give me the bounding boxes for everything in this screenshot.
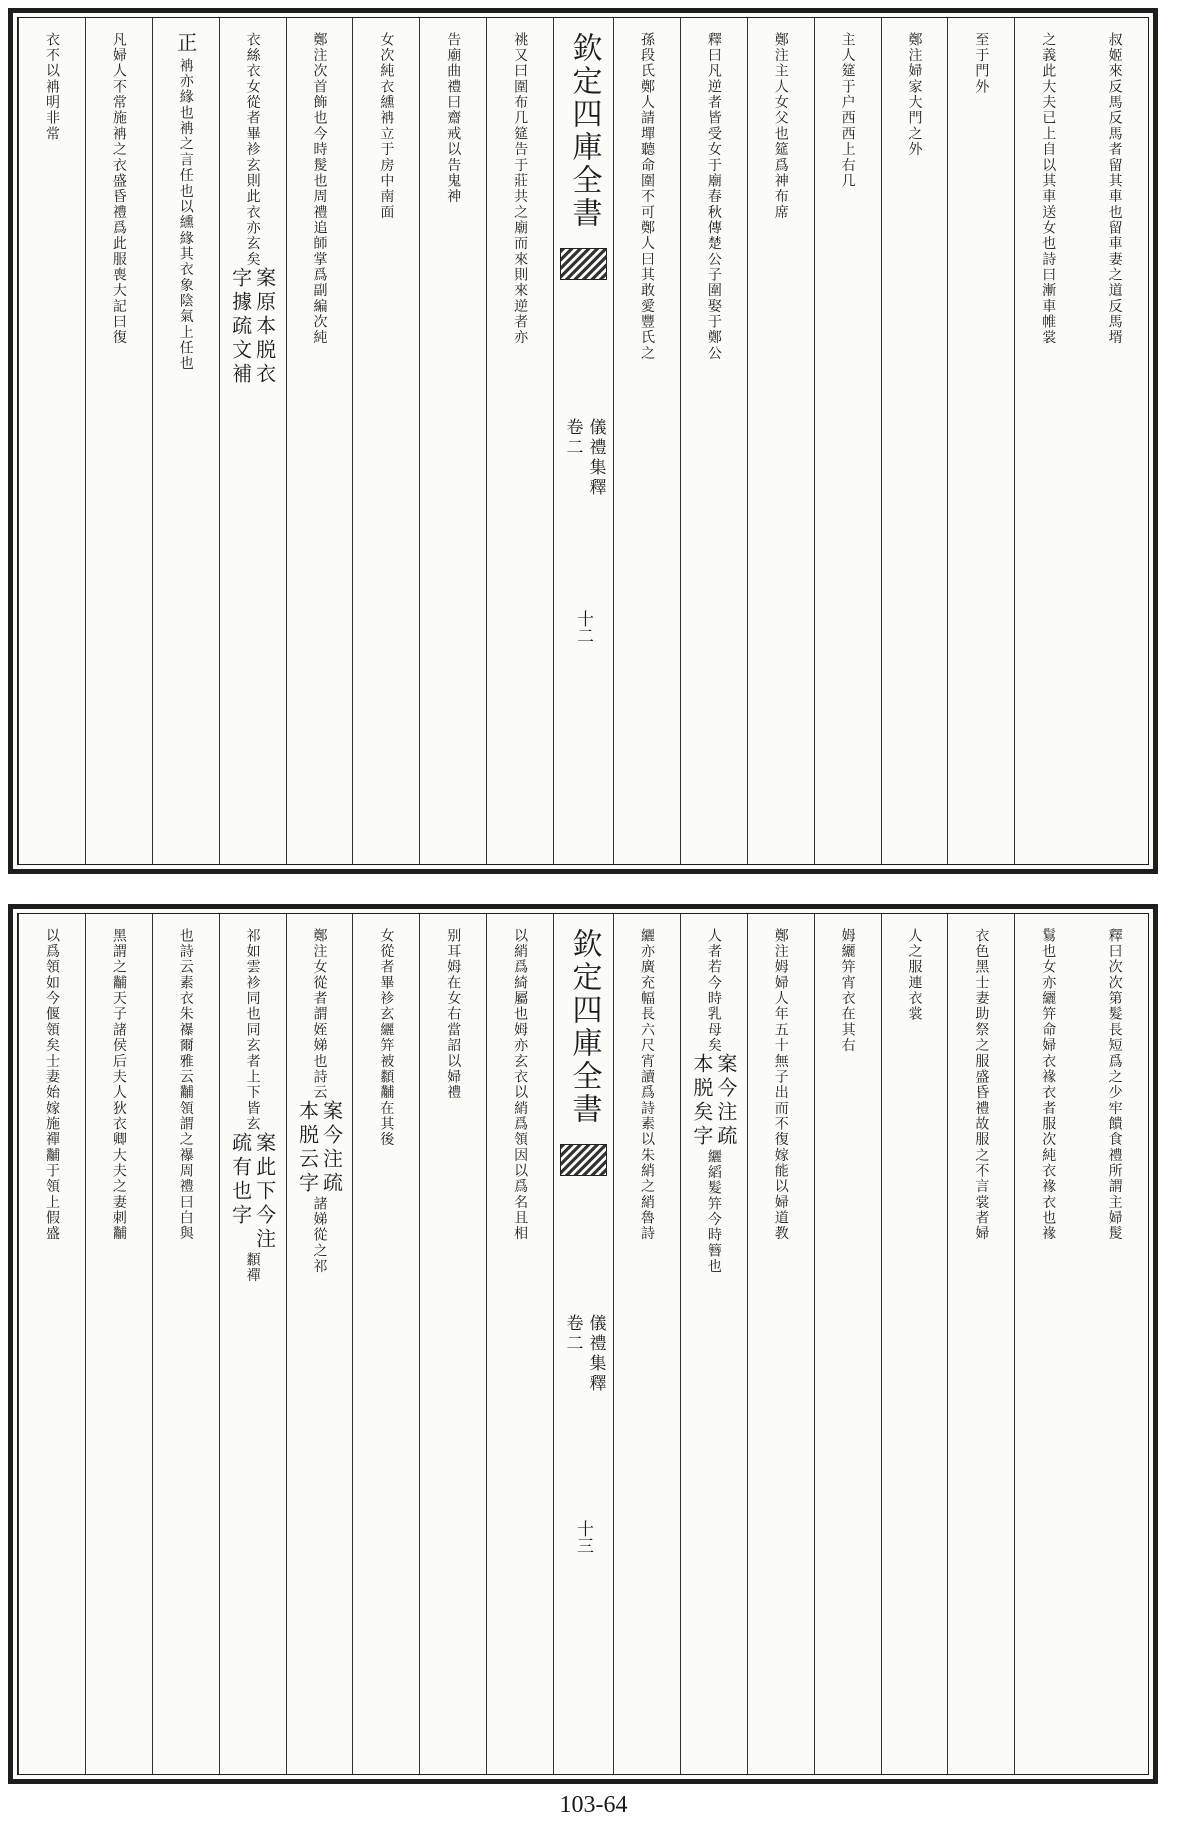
column-text-continued: 諸娣從之祁 xyxy=(311,1196,328,1275)
bottom-text-column xyxy=(419,914,486,1774)
column-content xyxy=(487,928,553,1764)
column-content xyxy=(948,32,1014,854)
column-text: 鄭注主人女父也筵爲神布席 xyxy=(772,32,789,221)
fish-tail-ornament xyxy=(560,1144,607,1176)
fish-tail-ornament xyxy=(560,248,607,280)
column-text: 釋曰次次第髮長短爲之少牢饋食禮所謂主婦髲 xyxy=(1106,928,1123,1242)
column-content xyxy=(681,32,747,854)
column-content xyxy=(353,32,419,854)
book-title: 欽定四庫全書 xyxy=(566,32,602,230)
column-text: 鄭注女從者謂姪娣也詩云 xyxy=(311,928,328,1101)
column-content xyxy=(614,928,680,1764)
correction-mark: 正 xyxy=(173,32,198,58)
column-content xyxy=(1081,928,1148,1764)
chapter-title: 儀禮集釋 xyxy=(585,1314,606,1394)
column-content xyxy=(815,928,881,1764)
bottom-text-column xyxy=(486,914,553,1774)
column-text: 鄭注婦家大門之外 xyxy=(906,32,923,158)
top-text-column xyxy=(1014,18,1081,864)
column-text: 至于門外 xyxy=(973,32,990,95)
column-text: 叔姬來反馬反馬者留其車也留車妻之道反馬壻 xyxy=(1106,32,1123,346)
column-content xyxy=(19,32,85,854)
column-text: 告廟曲禮曰齋戒以告鬼神 xyxy=(445,32,462,205)
note-line: 案今注疏 xyxy=(319,1100,344,1197)
column-text: 人之服連衣裳 xyxy=(906,928,923,1023)
bottom-text-column xyxy=(18,914,85,1774)
column-text: 祧又曰圍布几筵告于莊共之廟而來則來逆者亦 xyxy=(512,32,529,346)
column-text: 主人筵于户西西上右几 xyxy=(839,32,856,189)
top-text-column xyxy=(486,18,553,864)
interlinear-note xyxy=(295,1100,344,1197)
column-text: 也詩云素衣朱襮爾雅云黼領謂之襮周禮曰白與 xyxy=(177,928,194,1242)
top-text-column xyxy=(152,18,219,864)
column-text: 鄭注姆婦人年五十無子出而不復嫁能以婦道教 xyxy=(772,928,789,1242)
chapter-title: 儀禮集釋 xyxy=(585,418,606,498)
chapter-volume: 卷二 xyxy=(562,418,583,458)
column-content xyxy=(220,32,286,854)
top-text-column xyxy=(747,18,814,864)
note-line: 本脱云字 xyxy=(295,1100,320,1197)
top-text-column xyxy=(419,18,486,864)
top-text-column xyxy=(18,18,85,864)
column-text: 之義此大夫已上自以其車送女也詩曰漸車帷裳 xyxy=(1040,32,1057,346)
note-line: 本脱矣字 xyxy=(689,1053,714,1150)
column-content xyxy=(681,928,747,1764)
bottom-text-column xyxy=(286,914,353,1774)
bottom-text-column xyxy=(747,914,814,1774)
column-content xyxy=(420,928,486,1764)
top-gutter xyxy=(553,18,613,864)
column-text-continued: 纇禪 xyxy=(244,1251,261,1284)
column-text: 女次純衣纁袡立于房中南面 xyxy=(378,32,395,221)
column-text: 衣不以袡明非常 xyxy=(43,32,60,142)
column-text: 黑謂之黼天子諸侯后夫人狄衣卿大夫之妻刺黼 xyxy=(110,928,127,1242)
top-text-column xyxy=(881,18,948,864)
column-content xyxy=(748,928,814,1764)
bottom-text-column xyxy=(1014,914,1081,1774)
column-content xyxy=(153,928,219,1764)
bottom-text-column xyxy=(352,914,419,1774)
note-line: 案今注疏 xyxy=(713,1053,738,1150)
top-text-column xyxy=(613,18,680,864)
column-content xyxy=(287,928,353,1764)
column-text: 凡婦人不常施袡之衣盛昏禮爲此服喪大記曰復 xyxy=(110,32,127,346)
bottom-text-column xyxy=(881,914,948,1774)
note-line: 案原本脱衣 xyxy=(252,267,277,388)
chapter-title xyxy=(564,1314,604,1394)
top-text-column xyxy=(352,18,419,864)
column-content xyxy=(420,32,486,854)
bottom-page xyxy=(8,904,1158,1784)
top-text-column xyxy=(85,18,152,864)
bottom-text-column xyxy=(1081,914,1148,1774)
bottom-gutter xyxy=(553,914,613,1774)
column-content xyxy=(948,928,1014,1764)
bottom-text-column xyxy=(85,914,152,1774)
column-content xyxy=(86,928,152,1764)
interlinear-note xyxy=(228,267,277,388)
column-content xyxy=(882,32,948,854)
column-text: 以綃爲綺屬也姆亦玄衣以綃爲領因以爲名且相 xyxy=(512,928,529,1242)
top-text-column xyxy=(680,18,747,864)
column-content xyxy=(86,32,152,854)
column-content xyxy=(220,928,286,1764)
top-text-column xyxy=(947,18,1014,864)
note-line: 疏有也字 xyxy=(228,1131,253,1228)
column-text: 鄭注次首飾也今時髲也周禮追師掌爲副編次純 xyxy=(311,32,328,346)
top-text-column xyxy=(814,18,881,864)
top-text-column xyxy=(286,18,353,864)
column-text: 女從者畢袗玄纚笄被纇黼在其後 xyxy=(378,928,395,1148)
interlinear-note xyxy=(228,1131,277,1252)
column-text: 鬄也女亦纚笄命婦衣褖衣者服次純衣褖衣也褖 xyxy=(1040,928,1057,1242)
top-text-column xyxy=(1081,18,1148,864)
column-content xyxy=(1015,928,1081,1764)
column-content xyxy=(815,32,881,854)
column-text: 人者若今時乳母矣 xyxy=(705,928,722,1054)
column-content xyxy=(748,32,814,854)
column-text: 袡亦緣也袡之言任也以纁緣其衣象陰氣上任也 xyxy=(177,58,194,372)
column-text: 纚亦廣充幅長六尺宵讀爲詩素以朱綃之綃魯詩 xyxy=(638,928,655,1242)
bottom-page-frame xyxy=(17,913,1149,1775)
column-text: 别耳姆在女右當詔以婦禮 xyxy=(445,928,462,1101)
column-text: 釋曰凡逆者皆受女于廟春秋傳楚公子圍娶于鄭公 xyxy=(705,32,722,362)
column-text: 孫段氏鄭人請墠聽命圍不可鄭人曰其敢愛豐氏之 xyxy=(638,32,655,362)
top-page xyxy=(8,8,1158,874)
bottom-text-column xyxy=(814,914,881,1774)
chapter-title xyxy=(564,418,604,498)
column-content xyxy=(19,928,85,1764)
column-text: 衣色黑士妻助祭之服盛昏禮故服之不言裳者婦 xyxy=(973,928,990,1242)
column-text: 衣絲衣女從者畢袗玄則此衣亦玄矣 xyxy=(244,32,261,268)
bottom-text-column xyxy=(152,914,219,1774)
column-content xyxy=(153,32,219,854)
note-line: 字據疏文補 xyxy=(228,267,253,388)
column-text: 祁如雲袗同也同玄者上下皆玄 xyxy=(244,928,261,1132)
column-text: 以爲領如今偃領矣士妻始嫁施禪黼于領上假盛 xyxy=(43,928,60,1242)
top-page-frame xyxy=(17,17,1149,865)
leaf-number: 十二 xyxy=(573,610,593,644)
bottom-text-column xyxy=(613,914,680,1774)
bottom-text-column xyxy=(947,914,1014,1774)
column-content xyxy=(614,32,680,854)
column-content xyxy=(287,32,353,854)
top-text-column xyxy=(219,18,286,864)
column-content xyxy=(353,928,419,1764)
column-content xyxy=(1015,32,1081,854)
column-text: 姆纚笄宵衣在其右 xyxy=(839,928,856,1054)
column-text-continued: 纚縚髮笄今時簪也 xyxy=(705,1149,722,1275)
column-content xyxy=(882,928,948,1764)
bottom-text-column xyxy=(219,914,286,1774)
bottom-text-column xyxy=(680,914,747,1774)
interlinear-note xyxy=(689,1053,738,1150)
column-content xyxy=(1081,32,1148,854)
book-title: 欽定四庫全書 xyxy=(566,928,602,1126)
leaf-number: 十三 xyxy=(573,1520,593,1554)
chapter-volume: 卷二 xyxy=(562,1314,583,1354)
column-content xyxy=(487,32,553,854)
page-number: 103-64 xyxy=(559,1792,628,1818)
note-line: 案此下今注 xyxy=(252,1131,277,1252)
